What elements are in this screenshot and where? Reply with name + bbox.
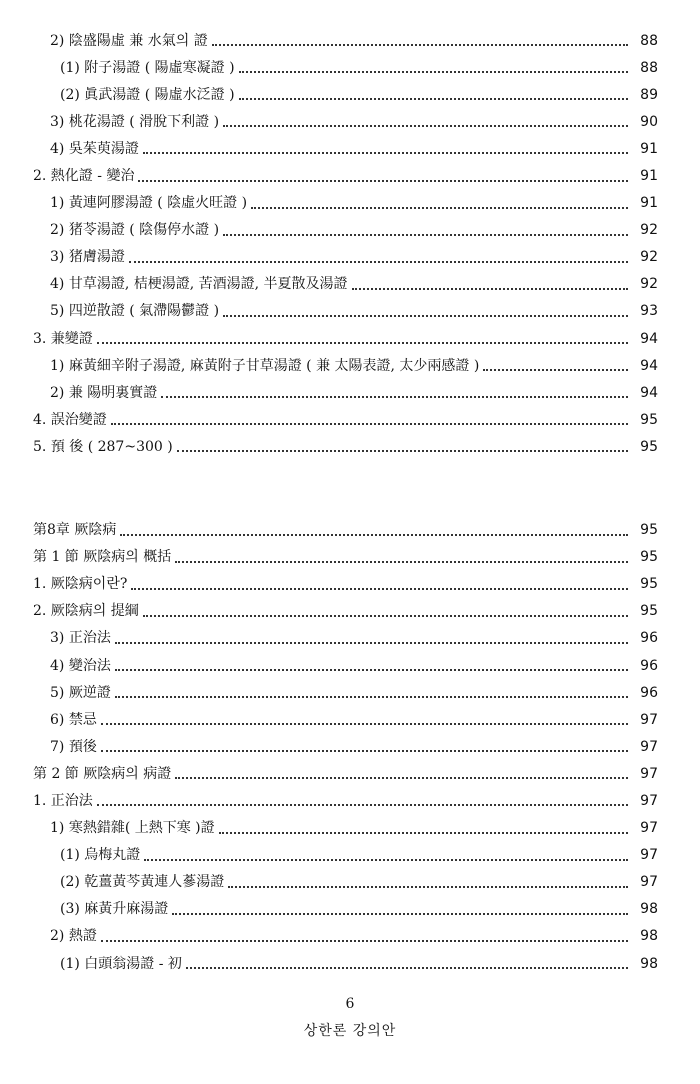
toc-entry-label: 5. 預 後 ( 287~300 ) (33, 440, 177, 454)
toc-entry-page-number: 92 (640, 249, 658, 266)
dot-leader (120, 533, 628, 536)
toc-entry-page-number: 91 (640, 140, 658, 157)
toc-entry-label: 第 1 節 厥陰病의 概括 (33, 550, 175, 564)
toc-entry (0, 733, 700, 760)
toc-entry-page-number: 94 (640, 330, 658, 347)
dot-leader (186, 966, 628, 969)
toc-entry-label: 2) 猪苓湯證 ( 陰傷停水證 ) (50, 223, 223, 237)
toc-entry (0, 787, 700, 814)
toc-entry-page-number: 95 (640, 576, 658, 593)
toc-section-jueyin (0, 517, 700, 978)
toc-entry (0, 54, 700, 81)
dot-leader (239, 97, 628, 100)
dot-leader (101, 749, 628, 752)
toc-entry-label: 第 2 節 厥陰病의 病證 (33, 767, 175, 781)
section-gap (0, 461, 700, 517)
toc-entry-page-number: 96 (640, 630, 658, 647)
toc-entry-label: 4. 誤治變證 (33, 413, 111, 427)
dot-leader (129, 260, 628, 263)
dot-leader (172, 912, 628, 915)
toc-entry (0, 352, 700, 379)
toc-entry (0, 81, 700, 108)
dot-leader (131, 587, 628, 590)
toc-entry (0, 652, 700, 679)
dot-leader (483, 368, 628, 371)
toc-entry (0, 298, 700, 325)
dot-leader (251, 206, 628, 209)
dot-leader (223, 233, 628, 236)
toc-entry (0, 135, 700, 162)
toc-entry-label: 4) 吳茱萸湯證 (50, 142, 143, 156)
toc-entry-page-number: 90 (640, 113, 658, 130)
toc-entry-label: 2) 陰盛陽虛 兼 水氣의 證 (50, 34, 212, 48)
toc-entry (0, 217, 700, 244)
dot-leader (111, 422, 628, 425)
toc-entry (0, 896, 700, 923)
toc-entry-page-number: 97 (640, 738, 658, 755)
toc-entry (0, 517, 700, 544)
dot-leader (115, 695, 628, 698)
toc-entry (0, 325, 700, 352)
toc-entry-label: 4) 甘草湯證, 桔梗湯證, 苦酒湯證, 半夏散及湯證 (50, 277, 352, 291)
toc-entry-label: 7) 預後 (50, 740, 101, 754)
dot-leader (177, 449, 628, 452)
page-number: 6 (345, 996, 355, 1012)
toc-entry-page-number: 98 (640, 955, 658, 972)
toc-entry-label: 2) 兼 陽明裏實證 (50, 386, 161, 400)
dot-leader (175, 776, 628, 779)
toc-entry-label: 1. 厥陰病이란? (33, 577, 131, 591)
toc-entry-label: (1) 白頭翁湯證 - 初 (60, 957, 186, 971)
toc-entry-label: 3) 桃花湯證 ( 滑脫下利證 ) (50, 115, 223, 129)
toc-entry-page-number: 89 (640, 86, 658, 103)
toc-entry-label: 2. 厥陰病의 提綱 (33, 604, 143, 618)
toc-entry (0, 544, 700, 571)
toc-entry-page-number: 97 (640, 765, 658, 782)
toc-entry-label: 3) 正治法 (50, 631, 115, 645)
toc-entry-page-number: 96 (640, 657, 658, 674)
toc-entry-label: 第8章 厥陰病 (33, 523, 120, 537)
toc-entry-label: 5) 厥逆證 (50, 686, 115, 700)
dot-leader (352, 287, 628, 290)
toc-entry (0, 679, 700, 706)
toc-entry (0, 598, 700, 625)
toc-entry-page-number: 98 (640, 928, 658, 945)
toc-entry (0, 190, 700, 217)
toc-entry-page-number: 88 (640, 59, 658, 76)
dot-leader (143, 614, 628, 617)
toc-entry-label: (2) 乾薑黃芩黃連人蔘湯證 (60, 875, 228, 889)
toc-entry-label: (1) 烏梅丸證 (60, 848, 144, 862)
toc-entry-label: 3. 兼變證 (33, 332, 97, 346)
toc-entry (0, 923, 700, 950)
toc-entry-page-number: 95 (640, 411, 658, 428)
toc-entry-page-number: 97 (640, 820, 658, 837)
toc-entry-page-number: 92 (640, 222, 658, 239)
toc-entry-page-number: 95 (640, 549, 658, 566)
toc-entry (0, 950, 700, 977)
dot-leader (143, 151, 628, 154)
dot-leader (223, 124, 628, 127)
toc-entry-page-number: 97 (640, 847, 658, 864)
toc-entry-page-number: 91 (640, 195, 658, 212)
toc-entry (0, 27, 700, 54)
toc-entry-page-number: 92 (640, 276, 658, 293)
dot-leader (138, 179, 628, 182)
toc-entry-page-number: 98 (640, 901, 658, 918)
toc-entry-page-number: 91 (640, 168, 658, 185)
toc-entry-label: 1) 麻黃細辛附子湯證, 麻黃附子甘草湯證 ( 兼 太陽表證, 太少兩感證 ) (50, 359, 483, 373)
toc-entry (0, 869, 700, 896)
toc-entry-label: 2. 熱化證 - 變治 (33, 169, 138, 183)
table-of-contents (0, 27, 700, 977)
toc-entry-label: 1. 正治法 (33, 794, 97, 808)
toc-entry (0, 379, 700, 406)
dot-leader (228, 885, 628, 888)
toc-entry (0, 625, 700, 652)
toc-entry-page-number: 97 (640, 792, 658, 809)
toc-entry-page-number: 96 (640, 684, 658, 701)
dot-leader (223, 314, 628, 317)
toc-entry-label: 1) 黃連阿膠湯證 ( 陰虛火旺證 ) (50, 196, 251, 210)
toc-entry-page-number: 95 (640, 603, 658, 620)
toc-entry-page-number: 88 (640, 32, 658, 49)
toc-entry-label: 4) 變治法 (50, 659, 115, 673)
toc-entry-label: 5) 四逆散證 ( 氣滯陽鬱證 ) (50, 304, 223, 318)
toc-entry-label: 1) 寒熱錯雜( 上熱下寒 )證 (50, 821, 219, 835)
dot-leader (101, 939, 628, 942)
toc-entry-page-number: 95 (640, 522, 658, 539)
toc-entry (0, 760, 700, 787)
dot-leader (219, 831, 628, 834)
toc-entry-page-number: 93 (640, 303, 658, 320)
dot-leader (239, 70, 628, 73)
toc-entry-page-number: 95 (640, 438, 658, 455)
dot-leader (97, 341, 628, 344)
dot-leader (212, 43, 628, 46)
toc-entry-label: (3) 麻黃升麻湯證 (60, 902, 172, 916)
toc-entry (0, 571, 700, 598)
dot-leader (175, 560, 628, 563)
book-title: 상한론 강의안 (303, 1023, 397, 1039)
toc-entry-label: (1) 附子湯證 ( 陽虛寒凝證 ) (60, 61, 239, 75)
toc-entry-label: (2) 眞武湯證 ( 陽虛水泛證 ) (60, 88, 239, 102)
toc-entry-page-number: 94 (640, 384, 658, 401)
toc-entry-label: 6) 禁忌 (50, 713, 101, 727)
toc-entry (0, 271, 700, 298)
toc-entry-label: 3) 猪膚湯證 (50, 250, 129, 264)
dot-leader (97, 803, 628, 806)
toc-entry-page-number: 94 (640, 357, 658, 374)
toc-entry (0, 406, 700, 433)
toc-entry (0, 162, 700, 189)
toc-entry-page-number: 97 (640, 874, 658, 891)
dot-leader (115, 641, 628, 644)
toc-entry-page-number: 97 (640, 711, 658, 728)
toc-entry (0, 433, 700, 460)
toc-entry (0, 842, 700, 869)
dot-leader (161, 395, 628, 398)
dot-leader (115, 668, 628, 671)
dot-leader (144, 858, 628, 861)
toc-entry (0, 108, 700, 135)
dot-leader (101, 722, 628, 725)
toc-entry (0, 815, 700, 842)
toc-entry (0, 706, 700, 733)
toc-section-shaoyin (0, 27, 700, 461)
toc-entry-label: 2) 熱證 (50, 929, 101, 943)
toc-entry (0, 244, 700, 271)
